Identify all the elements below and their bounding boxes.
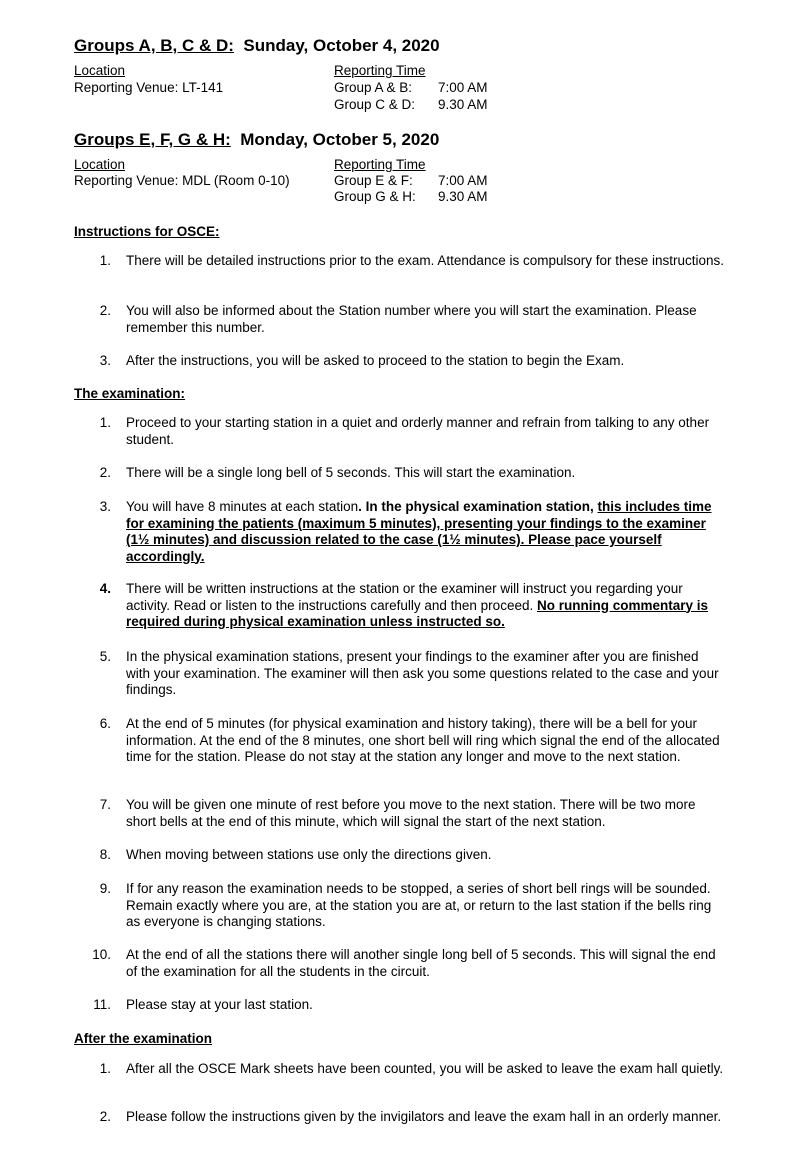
after-heading: After the examination: [74, 1031, 213, 1046]
item-text: In the physical examination stations, present your findings to the examiner after you are finished with your examination. The examiner will then ask you some questions related to the case and your findings.: [126, 649, 719, 697]
group-ad-row-2-group: Group C & D:: [334, 97, 416, 112]
group-eh-row-1-group: Group E & F:: [334, 173, 413, 188]
group-eh-row-2-group: Group G & H:: [334, 189, 416, 204]
group-eh-time-label: Reporting Time: [334, 157, 426, 172]
item-text: When moving between stations use only the directions given.: [126, 847, 492, 862]
group-ad-time-label: Reporting Time: [334, 63, 426, 78]
item-text: There will be a single long bell of 5 seconds. This will start the examination.: [126, 465, 576, 480]
group-eh-groups: Groups E, F, G & H:: [74, 130, 231, 149]
item-number: 9.: [99, 881, 111, 896]
group-eh-row-1-time: 7:00 AM: [438, 173, 488, 188]
item-number: 2.: [99, 303, 111, 318]
group-eh-date: Monday, October 5, 2020: [240, 130, 440, 149]
item-number: 5.: [99, 649, 111, 664]
item-number: 1.: [99, 253, 111, 268]
item-text: You will be given one minute of rest before you move to the next station. There will be two more short bells at the end of this minute, which will signal the start of the next station.: [126, 797, 696, 829]
item-number: 4.: [99, 581, 111, 596]
item-text: At the end of 5 minutes (for physical examination and history taking), there will be a bell for your information. At the end of the 8 minutes, one short bell will ring which signal the end of the allocated time for the station. Please do not stay at the station any longer and move to the next station.: [126, 716, 720, 764]
item-text: After the instructions, you will be asked to proceed to the station to begin the Exam.: [126, 353, 625, 368]
item-text: You will also be informed about the Station number where you will start the examination. Please remember this number.: [126, 303, 697, 335]
item-number: 10.: [92, 947, 111, 962]
group-ad-groups: Groups A, B, C & D:: [74, 36, 234, 55]
item-number: 2.: [99, 465, 111, 480]
item-text: After all the OSCE Mark sheets have been counted, you will be asked to leave the exam hall quietly.: [126, 1061, 724, 1076]
item-number: 3.: [99, 353, 111, 368]
item-text: There will be written instructions at the station or the examiner will instruct you regarding your activity. Read or listen to the instructions carefully and then proceed. No running commentary is required during physical examination unless instructed so.: [126, 581, 708, 629]
group-ad-location-label: Location: [74, 63, 126, 78]
examination-heading: The examination:: [74, 386, 186, 401]
instructions-heading: Instructions for OSCE:: [74, 224, 220, 239]
item-number: 6.: [99, 716, 111, 731]
item-number: 1.: [99, 415, 111, 430]
item-text: If for any reason the examination needs to be stopped, a series of short bell rings will be sounded. Remain exactly where you are, at the station you are at, or return to the last station if the bells ring as everyone is changing stations.: [126, 881, 712, 929]
item-number: 7.: [99, 797, 111, 812]
group-eh-row-2-time: 9.30 AM: [438, 189, 488, 204]
group-eh-heading: [74, 130, 439, 150]
group-ad-row-2-time: 9.30 AM: [438, 97, 488, 112]
group-ad-date: Sunday, October 4, 2020: [243, 36, 440, 55]
item-text: You will have 8 minutes at each station. In the physical examination station, this includes time for examining the patients (maximum 5 minutes), presenting your findings to the examiner (1½ minutes) and discussion related to the case (1½ minutes). Please pace yourself accordingly.: [126, 499, 712, 564]
item-number: 3.: [99, 499, 111, 514]
item-number: 11.: [93, 997, 111, 1012]
item-number: 2.: [99, 1109, 111, 1124]
item-number: 1.: [99, 1061, 111, 1076]
group-ad-heading: [74, 36, 440, 56]
group-ad-row-1-time: 7:00 AM: [438, 80, 488, 95]
group-ad-row-1-group: Group A & B:: [334, 80, 413, 95]
item-text: Please stay at your last station.: [126, 997, 313, 1012]
item-text: There will be detailed instructions prior to the exam. Attendance is compulsory for these instructions.: [126, 253, 725, 268]
group-eh-location-value: Reporting Venue: MDL (Room 0-10): [74, 173, 290, 188]
item-text: Proceed to your starting station in a quiet and orderly manner and refrain from talking to any other student.: [126, 415, 710, 447]
group-ad-location-value: Reporting Venue: LT-141: [74, 80, 224, 95]
group-eh-location-label: Location: [74, 157, 126, 172]
item-number: 8.: [99, 847, 111, 862]
item-text: Please follow the instructions given by the invigilators and leave the exam hall in an orderly manner.: [126, 1109, 722, 1124]
item-text: At the end of all the stations there will another single long bell of 5 seconds. This will signal the end of the examination for all the students in the circuit.: [126, 947, 716, 979]
